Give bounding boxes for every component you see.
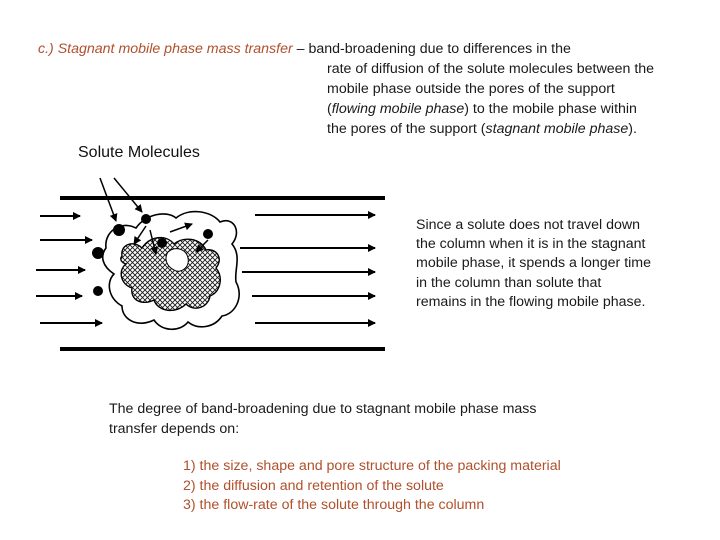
factor-item: 3) the flow-rate of the solute through the column (183, 497, 485, 513)
solute-molecule (92, 247, 104, 259)
factor-list (183, 457, 561, 516)
intro-line: The degree of band-broadening due to stagnant mobile phase mass (109, 401, 537, 417)
solute-molecule (93, 286, 103, 296)
heading-line-5-open: the pores of the support ( (327, 121, 486, 137)
heading-definition (327, 59, 654, 139)
heading-line-5-close: ). (628, 121, 637, 137)
stagnant-phase-diagram (30, 160, 400, 360)
intro-line: transfer depends on: (109, 420, 240, 437)
heading-line-4-close: ) to the mobile phase within (464, 101, 637, 117)
heading-line-5 (327, 119, 654, 139)
factor-item: 2) the diffusion and retention of the solute (183, 477, 444, 494)
factor-item: 1) the size, shape and pore structure of the packing material (183, 458, 561, 474)
solute-molecules-label: Solute Molecules (78, 144, 200, 161)
solute-molecule (113, 224, 125, 236)
label-pointer-arrow (114, 178, 142, 212)
heading-line-4 (327, 99, 654, 119)
note-line: remains in the flowing mobile phase. (416, 293, 646, 310)
solute-molecule (203, 229, 213, 239)
heading-first-line (38, 39, 571, 59)
note-line: in the column than solute that (416, 274, 602, 291)
heading-label: c.) Stagnant mobile phase mass transfer (38, 41, 293, 57)
stagnant-mobile-phase-term: stagnant mobile phase (485, 121, 629, 137)
solute-molecule (141, 214, 151, 224)
heading-first-line-text: – band-broadening due to differences in the (292, 41, 571, 57)
heading-line-2: rate of diffusion of the solute molecules between the (327, 61, 655, 77)
note-line: the column when it is in the stagnant (416, 236, 646, 253)
note-line: mobile phase, it spends a longer time (416, 255, 652, 272)
stagnant-phase-note (416, 216, 651, 312)
dependence-intro (109, 400, 537, 439)
heading-line-4-open: ( (327, 101, 332, 117)
porous-particle (121, 238, 220, 311)
note-line: Since a solute does not travel down (416, 217, 640, 233)
heading-line-3: mobile phase outside the pores of the support (327, 81, 615, 97)
flowing-mobile-phase-term: flowing mobile phase (331, 101, 465, 117)
solute-molecule (157, 238, 167, 248)
